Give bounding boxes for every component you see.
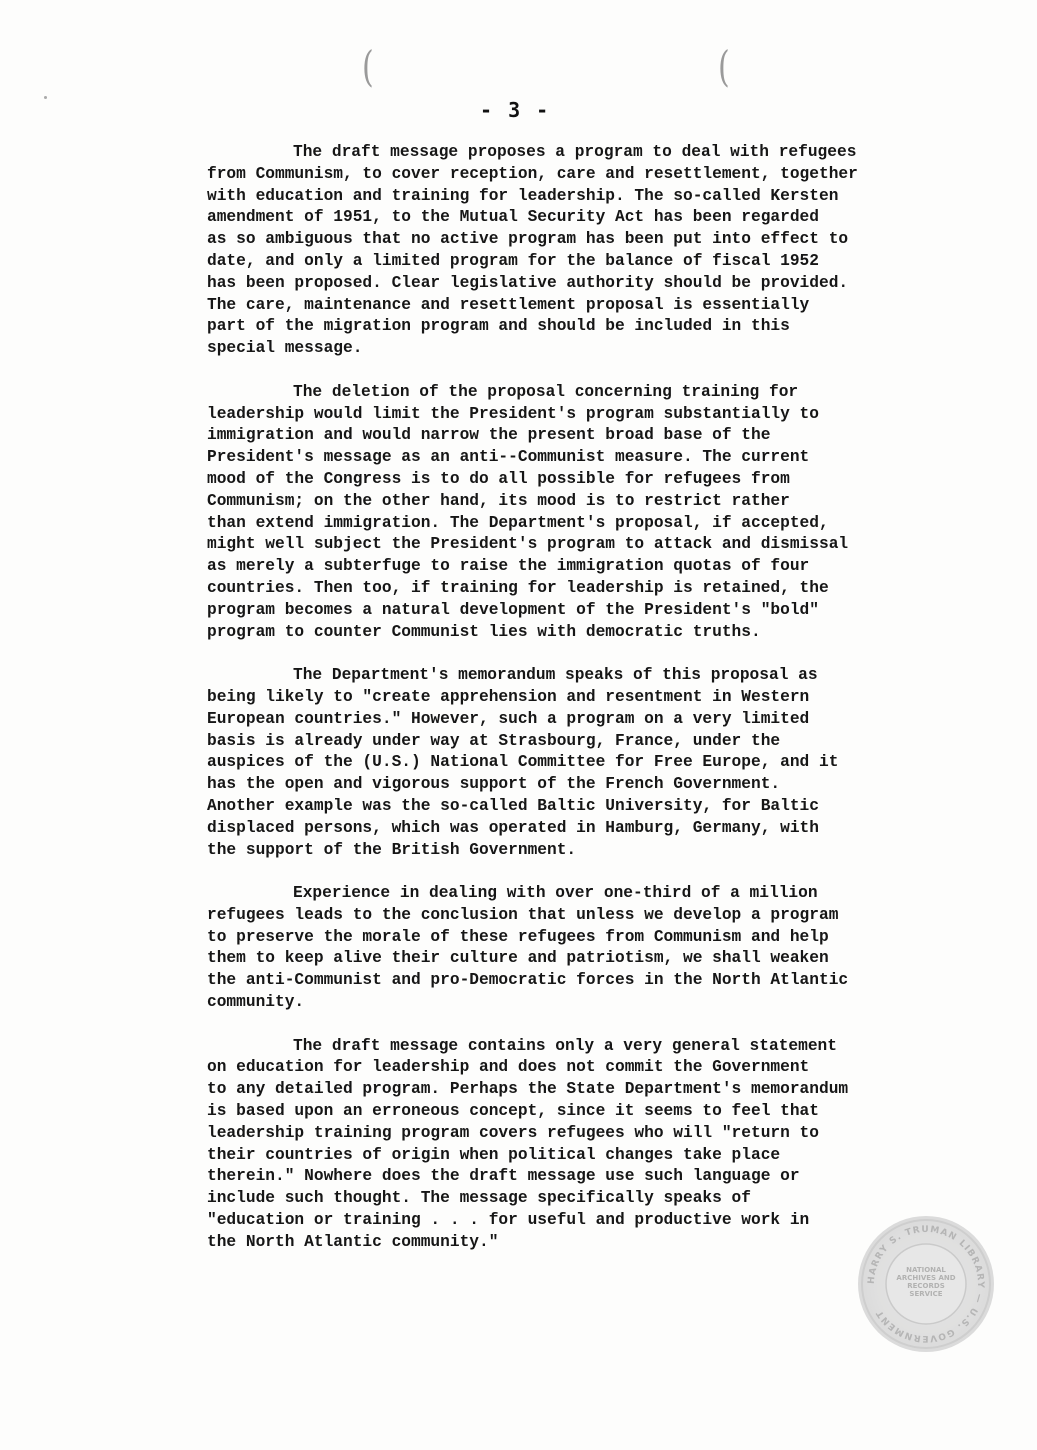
library-stamp-seal <box>858 1216 994 1352</box>
paragraph <box>207 382 967 644</box>
text-line: community. <box>207 993 305 1012</box>
text-line: refugees leads to the conclusion that unless we develop a program <box>207 905 839 924</box>
text-line: amendment of 1951, to the Mutual Security Act has been regarded <box>207 208 819 227</box>
text-line: immigration and would narrow the present broad base of the <box>207 426 771 445</box>
text-line: has been proposed. Clear legislative authority should be provided. <box>207 273 849 292</box>
text-line: as merely a subterfuge to raise the immigration quotas of four <box>207 557 810 576</box>
text-line: The draft message proposes a program to deal with refugees <box>293 143 857 161</box>
text-line: auspices of the (U.S.) National Committee for Free Europe, and it <box>207 753 839 772</box>
text-line: the anti-Communist and pro-Democratic forces in the North Atlantic <box>207 971 849 990</box>
text-line: The draft message contains only a very general statement <box>293 1036 837 1055</box>
text-line: date, and only a limited program for the balance of fiscal 1952 <box>207 251 819 270</box>
text-line: basis is already under way at Strasbourg, France, under the <box>207 731 781 750</box>
text-line: The care, maintenance and resettlement proposal is essentially <box>207 295 810 314</box>
text-line: with education and training for leadership. The so-called Kersten <box>207 186 839 205</box>
text-line: from Communism, to cover reception, care and resettlement, together <box>207 164 858 183</box>
text-line: being likely to "create apprehension and resentment in Western <box>207 687 810 706</box>
stamp-graphic <box>858 1216 994 1352</box>
text-line: The deletion of the proposal concerning training for <box>293 382 799 401</box>
text-line: therein." Nowhere does the draft message use such language or <box>207 1167 800 1186</box>
text-line: the North Atlantic community." <box>207 1232 499 1251</box>
text-line: include such thought. The message specifically speaks of <box>207 1189 751 1208</box>
text-line: might well subject the President's program to attack and dismissal <box>207 535 849 554</box>
text-line: Experience in dealing with over one-third of a million <box>293 884 818 903</box>
document-body <box>207 142 967 1275</box>
stamp-inner-text: NATIONAL ARCHIVES AND RECORDS SERVICE <box>896 1266 956 1298</box>
paragraph <box>207 665 967 861</box>
binder-hole-mark-left: ( <box>362 43 374 92</box>
page-number: - 3 - <box>480 98 551 122</box>
paragraph <box>207 883 967 1014</box>
text-line: program to counter Communist lies with democratic truths. <box>207 622 761 641</box>
text-line: special message. <box>207 339 363 358</box>
text-line: mood of the Congress is to do all possible for refugees from <box>207 469 790 488</box>
text-line: to preserve the morale of these refugees from Communism and help <box>207 927 829 946</box>
text-line: displaced persons, which was operated in Hamburg, Germany, with <box>207 818 819 837</box>
paragraph <box>207 142 967 360</box>
text-line: has the open and vigorous support of the French Government. <box>207 775 781 794</box>
text-line: than extend immigration. The Department's proposal, if accepted, <box>207 513 829 532</box>
text-line: to any detailed program. Perhaps the State Department's memorandum <box>207 1080 849 1099</box>
text-line: "education or training . . . for useful and productive work in <box>207 1211 810 1230</box>
paper-speck <box>44 96 47 99</box>
text-line: President's message as an anti--Communist measure. The current <box>207 448 810 467</box>
text-line: European countries." However, such a program on a very limited <box>207 709 810 728</box>
text-line: as so ambiguous that no active program has been put into effect to <box>207 230 849 249</box>
stamp-outer-text: HARRY S. TRUMAN LIBRARY — U.S. GOVERNMENT <box>866 1224 986 1344</box>
text-line: program becomes a natural development of the President's "bold" <box>207 600 819 619</box>
binder-hole-mark-right: ( <box>718 43 730 92</box>
text-line: Communism; on the other hand, its mood is to restrict rather <box>207 491 790 510</box>
text-line: the support of the British Government. <box>207 840 577 859</box>
text-line: on education for leadership and does not commit the Government <box>207 1058 810 1077</box>
text-line: Another example was the so-called Baltic University, for Baltic <box>207 796 819 815</box>
text-line: leadership training program covers refugees who will "return to <box>207 1123 819 1142</box>
text-line: countries. Then too, if training for leadership is retained, the <box>207 578 829 597</box>
text-line: The Department's memorandum speaks of this proposal as <box>293 666 818 685</box>
text-line: leadership would limit the President's program substantially to <box>207 404 819 423</box>
text-line: them to keep alive their culture and patriotism, we shall weaken <box>207 949 829 968</box>
text-line: part of the migration program and should be included in this <box>207 317 790 336</box>
text-line: is based upon an erroneous concept, since it seems to feel that <box>207 1102 819 1121</box>
text-line: their countries of origin when political changes take place <box>207 1145 781 1164</box>
paragraph <box>207 1036 967 1254</box>
